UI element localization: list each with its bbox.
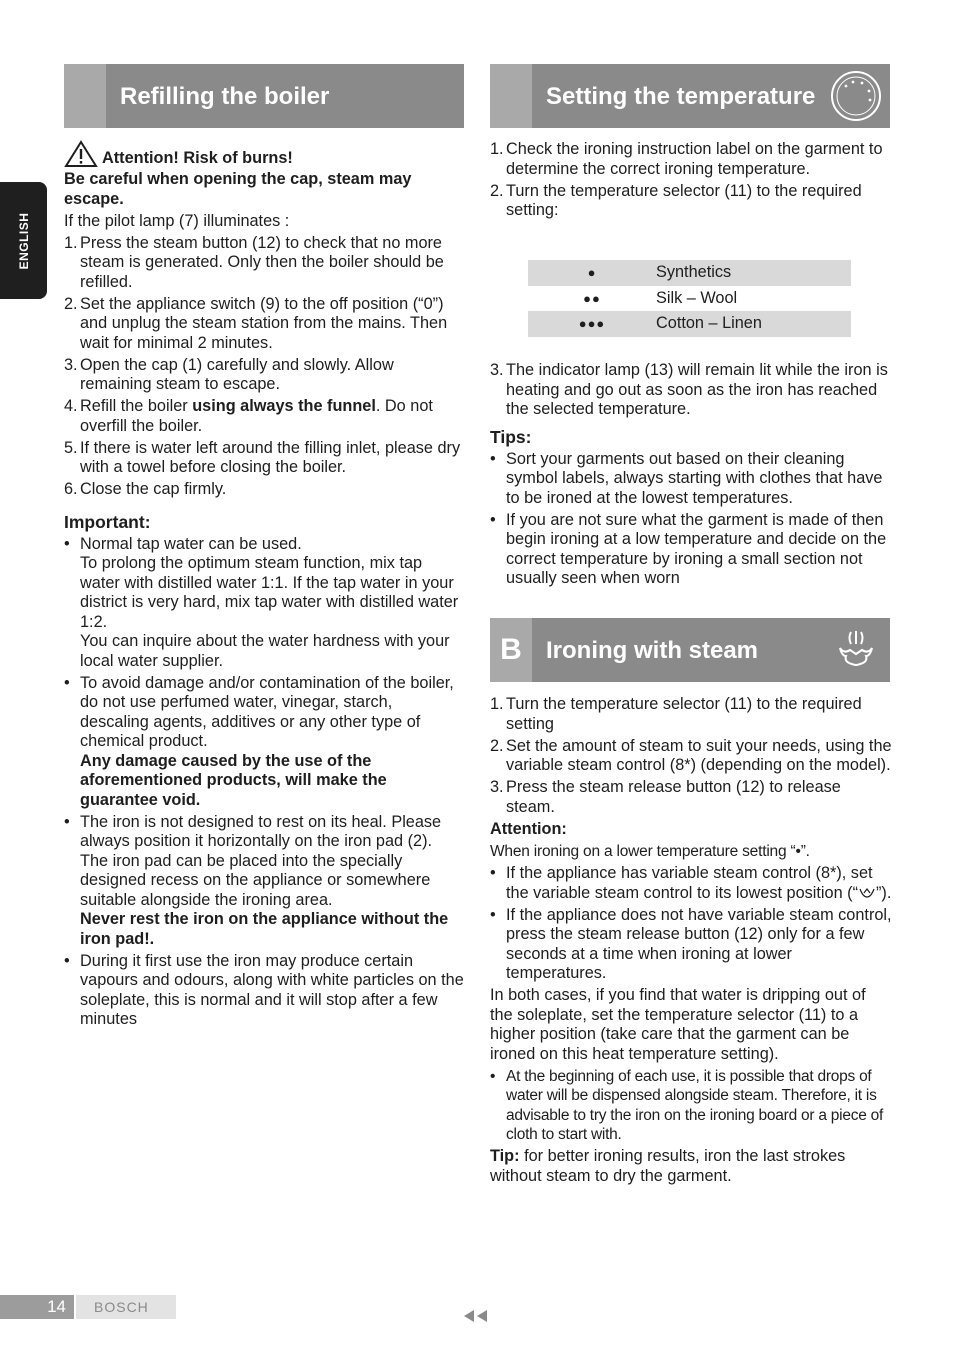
list-text: Turn the temperature selector (11) to the required setting: bbox=[506, 181, 862, 219]
language-label: ENGLISH bbox=[16, 212, 31, 269]
list-number: 5. bbox=[64, 438, 78, 457]
attention-line: When ironing on a lower temperature setting “•”. bbox=[490, 843, 810, 860]
text-run-bold: using always the funnel bbox=[192, 397, 376, 415]
list-number: 2. bbox=[490, 181, 504, 200]
tip-text: for better ironing results, iron the last strokes without steam to dry the garment. bbox=[490, 1147, 846, 1185]
list-item bbox=[64, 295, 464, 354]
section-title-steam: Ironing with steam bbox=[546, 636, 759, 664]
table-row bbox=[528, 311, 851, 337]
table-row bbox=[528, 260, 851, 286]
list-item bbox=[490, 864, 892, 903]
list-item bbox=[490, 737, 892, 776]
attention-heading: Attention: bbox=[490, 820, 567, 838]
list-item bbox=[64, 397, 464, 436]
list-item bbox=[490, 450, 892, 509]
fabric-label: Cotton – Linen bbox=[656, 314, 762, 333]
section-title-refilling: Refilling the boiler bbox=[120, 82, 330, 110]
min-steam-icon bbox=[858, 887, 876, 899]
list-text: Turn the temperature selector (11) to the required setting bbox=[506, 695, 862, 733]
temp-dots: ●●● bbox=[578, 316, 606, 332]
list-item bbox=[490, 511, 892, 589]
tip-label: Tip: bbox=[490, 1147, 520, 1165]
list-text: Open the cap (1) carefully and slowly. Allow remaining steam to escape. bbox=[80, 355, 394, 393]
attention-warning: Be careful when opening the cap, steam may escape. bbox=[64, 170, 412, 208]
pilot-lamp-intro: If the pilot lamp (7) illuminates : bbox=[64, 211, 290, 230]
list-number: 1. bbox=[64, 233, 78, 252]
list-text: If there is water left around the filling inlet, please dry with a towel before closing the boiler. bbox=[80, 438, 461, 476]
list-number: 6. bbox=[64, 480, 78, 498]
list-item bbox=[64, 234, 464, 293]
important-heading: Important: bbox=[64, 511, 151, 532]
list-text: Set the appliance switch (9) to the off position (“0”) and unplug the steam station from the mains. Then wait for minimal 2 minutes. bbox=[80, 294, 448, 352]
page-number: 14 bbox=[0, 1295, 74, 1319]
list-number: 1. bbox=[490, 140, 504, 158]
list-text: Sort your garments out based on their cleaning symbol labels, always starting with clothes that have to be ironed at the lowest temperatures. bbox=[506, 449, 883, 507]
list-text: The iron is not designed to rest on its heal. Please always position it horizontally on the iron pad (2). The iron pad can be placed into the specially designed recess on the appliance or somewhere suitable alongside the ironing area. bbox=[80, 812, 442, 909]
list-item bbox=[64, 480, 464, 500]
list-text bbox=[506, 864, 892, 903]
list-item bbox=[64, 674, 464, 752]
list-item bbox=[490, 778, 892, 817]
list-text: Set the amount of steam to suit your needs, using the variable steam control (8*) (depending on the model). bbox=[506, 736, 892, 774]
list-text: During it first use the iron may produce certain vapours and odours, along with white particles on the soleplate, this is normal and it will stop after a few minutes bbox=[80, 951, 464, 1028]
text-run: Refill the boiler bbox=[80, 397, 193, 415]
fabric-label: Synthetics bbox=[656, 263, 732, 282]
language-tab bbox=[0, 182, 47, 299]
temperature-content bbox=[490, 140, 892, 221]
bullet: • bbox=[64, 534, 70, 553]
bullet: • bbox=[490, 449, 496, 468]
text-run: . Do not overfill the boiler. bbox=[80, 397, 433, 435]
section-letter: B bbox=[490, 618, 532, 682]
list-item bbox=[490, 906, 892, 984]
list-text: At the beginning of each use, it is possible that drops of water will be dispensed alongside steam. Therefore, it is advisable to try the iron on the ironing board or a piece of cloth to start with. bbox=[506, 1067, 884, 1143]
list-item bbox=[490, 182, 892, 221]
list-number: 3. bbox=[64, 355, 78, 374]
attention-title: Attention! Risk of burns! bbox=[102, 148, 293, 167]
list-item bbox=[64, 439, 464, 478]
section-header-steam bbox=[490, 618, 890, 682]
bullet: • bbox=[64, 951, 70, 970]
iron-pad-warning: Never rest the iron on the appliance without the iron pad!. bbox=[80, 910, 449, 948]
list-text: Press the steam release button (12) to release steam. bbox=[506, 778, 841, 816]
list-number: 1. bbox=[490, 695, 504, 713]
bullet: • bbox=[64, 673, 70, 692]
temperature-dial-icon bbox=[828, 68, 884, 124]
bullet: • bbox=[490, 1067, 496, 1085]
list-number: 3. bbox=[490, 361, 504, 379]
list-text bbox=[80, 397, 464, 436]
list-number: 3. bbox=[490, 778, 504, 796]
temp-dots: ●● bbox=[583, 290, 601, 306]
bullet: • bbox=[64, 812, 70, 831]
list-text: To avoid damage and/or contamination of the boiler, do not use perfumed water, vinegar, starch, descaling agents, additives or any other type of chemical product. bbox=[80, 673, 454, 750]
list-text: Close the cap firmly. bbox=[80, 480, 227, 498]
table-row bbox=[528, 286, 851, 312]
temp-dots: ● bbox=[587, 265, 597, 281]
refilling-content bbox=[64, 140, 464, 1030]
bullet: • bbox=[490, 905, 496, 924]
warning-icon bbox=[64, 140, 98, 168]
attention-title-row bbox=[64, 140, 464, 168]
list-text: The indicator lamp (13) will remain lit while the iron is heating and go out as soon as the iron has reached the selected temperature. bbox=[506, 361, 888, 418]
list-text: Press the steam button (12) to check that no more steam is generated. Only then the boiler should be refilled. bbox=[80, 233, 444, 291]
section-title-temperature: Setting the temperature bbox=[546, 82, 816, 110]
text-run: ”). bbox=[876, 883, 892, 902]
back-arrows-icon[interactable] bbox=[462, 1309, 490, 1328]
list-text: If the appliance does not have variable steam control, press the steam release button (12) only for a few seconds at a time when ironing at lower temperatures. bbox=[506, 905, 892, 982]
tips-heading: Tips: bbox=[490, 426, 532, 447]
list-item bbox=[64, 356, 464, 395]
list-number: 4. bbox=[64, 397, 78, 415]
steam-icon bbox=[828, 622, 884, 678]
list-item bbox=[490, 140, 892, 179]
fabric-label: Silk – Wool bbox=[656, 288, 738, 307]
temperature-table bbox=[528, 260, 851, 337]
header-tab bbox=[490, 64, 532, 128]
list-text: Normal tap water can be used. bbox=[80, 534, 302, 553]
paragraph: You can inquire about the water hardness with your local water supplier. bbox=[80, 632, 450, 670]
both-cases-paragraph: In both cases, if you find that water is dripping out of the soleplate, set the temperature selector (11) to a higher position (take care that the garment can be ironed on this heat temperature setting). bbox=[490, 986, 866, 1063]
tip-paragraph bbox=[490, 1147, 892, 1186]
list-item bbox=[490, 1067, 892, 1145]
brand-label: BOSCH bbox=[76, 1295, 176, 1319]
guarantee-warning: Any damage caused by the use of the aforementioned products, will make the guarantee void. bbox=[80, 751, 387, 809]
list-item bbox=[64, 535, 464, 555]
section-header-temperature bbox=[490, 64, 890, 128]
list-text: If you are not sure what the garment is made of then begin ironing at a low temperature and decide on the correct temperature by ironing a small section not usually seen when worn bbox=[506, 510, 887, 587]
list-number: 2. bbox=[64, 294, 78, 313]
list-number: 2. bbox=[490, 736, 504, 755]
paragraph: To prolong the optimum steam function, mix tap water with distilled water 1:1. If the tap water in your district is very hard, mix tap water with distilled water 1:2. bbox=[80, 554, 459, 631]
bullet: • bbox=[490, 510, 496, 529]
header-tab bbox=[64, 64, 106, 128]
list-item bbox=[64, 813, 464, 911]
bullet: • bbox=[490, 864, 496, 882]
steam-content bbox=[490, 695, 892, 1186]
text-run: If the appliance has variable steam control (8*), set the variable steam control to its lowest position (“ bbox=[506, 864, 873, 902]
list-item bbox=[64, 952, 464, 1030]
list-text: Check the ironing instruction label on the garment to determine the correct ironing temperature. bbox=[506, 140, 883, 178]
list-item bbox=[490, 695, 892, 734]
list-item bbox=[490, 361, 892, 420]
section-header-refilling bbox=[64, 64, 464, 128]
temperature-content-continued bbox=[490, 361, 892, 589]
